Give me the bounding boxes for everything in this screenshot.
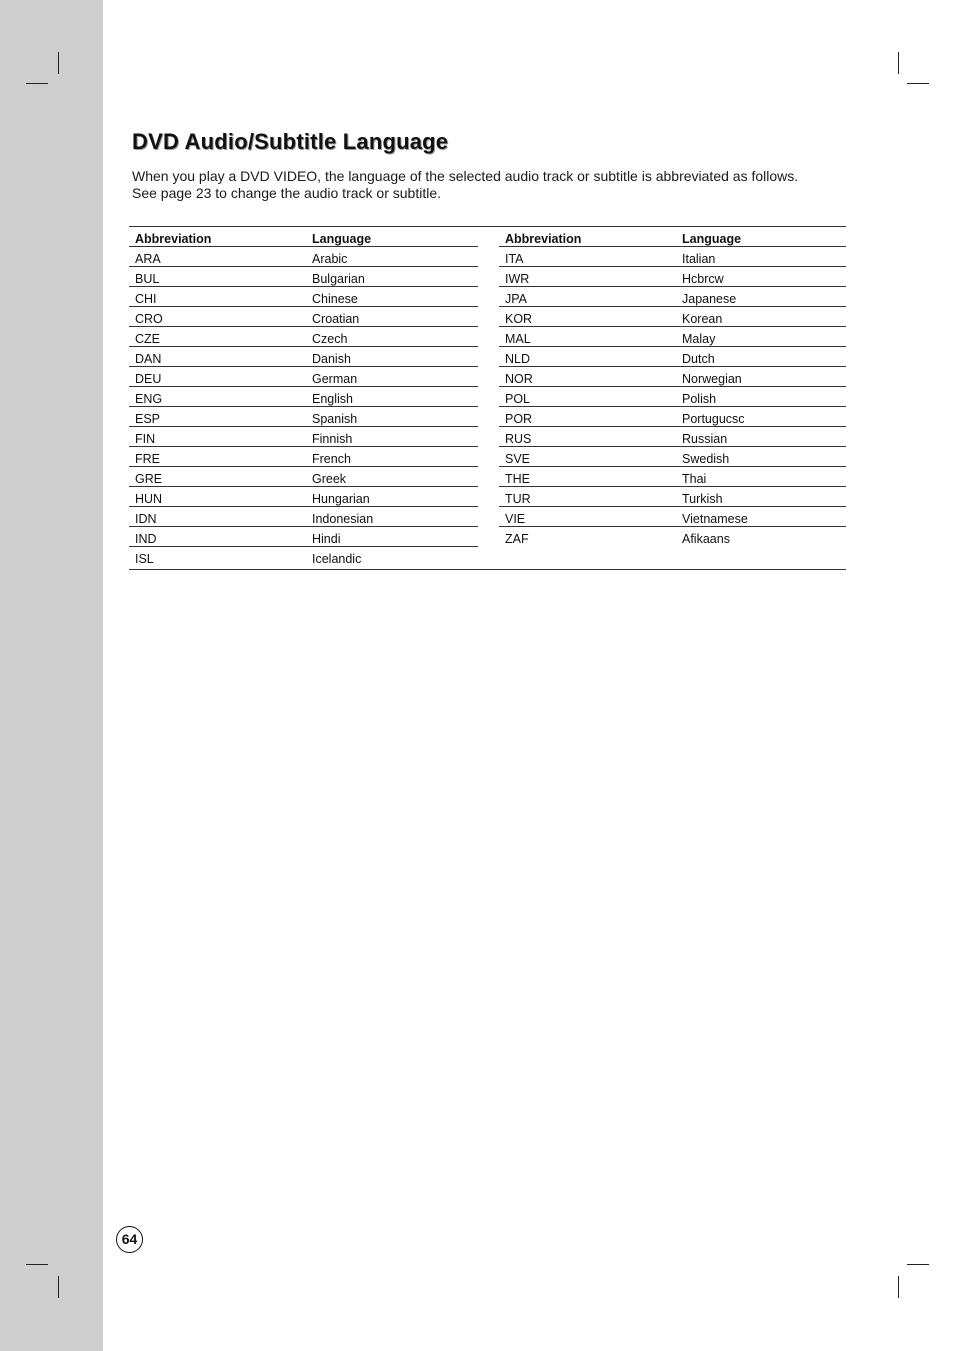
- abbreviation-cell: BUL: [129, 267, 306, 287]
- table-row: [499, 367, 846, 387]
- crop-mark: [26, 83, 48, 84]
- language-table-right: [499, 227, 846, 546]
- language-cell: Korean: [676, 307, 846, 327]
- language-cell: Greek: [306, 467, 478, 487]
- language-cell: German: [306, 367, 478, 387]
- abbreviation-cell: CZE: [129, 327, 306, 347]
- language-cell: Chinese: [306, 287, 478, 307]
- language-cell: Italian: [676, 247, 846, 267]
- intro-line-2: See page 23 to change the audio track or subtitle.: [132, 185, 441, 201]
- table-row: [129, 267, 478, 287]
- language-cell: Russian: [676, 427, 846, 447]
- table-row: [129, 387, 478, 407]
- table-row: [499, 447, 846, 467]
- language-cell: Danish: [306, 347, 478, 367]
- table-row: [499, 427, 846, 447]
- intro-line-1: When you play a DVD VIDEO, the language of the selected audio track or subtitle is abbreviated as follows.: [132, 168, 799, 184]
- abbreviation-cell: TUR: [499, 487, 676, 507]
- abbreviation-cell: NOR: [499, 367, 676, 387]
- language-cell: Czech: [306, 327, 478, 347]
- language-cell: Hindi: [306, 527, 478, 547]
- abbreviation-cell: IDN: [129, 507, 306, 527]
- abbreviation-cell: NLD: [499, 347, 676, 367]
- language-cell: Thai: [676, 467, 846, 487]
- table-header-row: [129, 227, 478, 247]
- table-row: [129, 427, 478, 447]
- table-row: [129, 347, 478, 367]
- language-cell: Finnish: [306, 427, 478, 447]
- table-row: [129, 547, 478, 567]
- abbreviation-cell: POL: [499, 387, 676, 407]
- abbreviation-cell: POR: [499, 407, 676, 427]
- abbreviation-cell: IND: [129, 527, 306, 547]
- language-table-left: [129, 227, 478, 566]
- abbreviation-cell: DEU: [129, 367, 306, 387]
- crop-mark: [58, 52, 59, 74]
- abbreviation-cell: ARA: [129, 247, 306, 267]
- table-row: [499, 307, 846, 327]
- table-row: [499, 327, 846, 347]
- header-abbreviation: Abbreviation: [499, 227, 676, 247]
- language-cell: Polish: [676, 387, 846, 407]
- table-row: [129, 307, 478, 327]
- abbreviation-cell: RUS: [499, 427, 676, 447]
- table-row: [129, 407, 478, 427]
- abbreviation-cell: ENG: [129, 387, 306, 407]
- language-cell: Hungarian: [306, 487, 478, 507]
- abbreviation-cell: IWR: [499, 267, 676, 287]
- crop-mark: [26, 1264, 48, 1265]
- language-cell: Indonesian: [306, 507, 478, 527]
- abbreviation-cell: ISL: [135, 552, 154, 566]
- table-row: [499, 507, 846, 527]
- header-language: Language: [306, 227, 478, 247]
- abbreviation-cell: CHI: [129, 287, 306, 307]
- language-cell: French: [306, 447, 478, 467]
- language-cell: Vietnamese: [676, 507, 846, 527]
- crop-mark: [907, 1264, 929, 1265]
- language-cell: English: [306, 387, 478, 407]
- language-cell: Norwegian: [676, 367, 846, 387]
- language-cell: Turkish: [676, 487, 846, 507]
- language-cell: Japanese: [676, 287, 846, 307]
- abbreviation-cell: SVE: [499, 447, 676, 467]
- table-row: [129, 527, 478, 547]
- abbreviation-cell: HUN: [129, 487, 306, 507]
- table-row: [499, 287, 846, 307]
- abbreviation-cell: VIE: [499, 507, 676, 527]
- table-bottom-rule: [129, 569, 846, 570]
- table-row: [499, 467, 846, 487]
- language-cell: Croatian: [306, 307, 478, 327]
- header-abbreviation: Abbreviation: [129, 227, 306, 247]
- table-row: [499, 267, 846, 287]
- language-cell: Swedish: [676, 447, 846, 467]
- abbreviation-cell: KOR: [499, 307, 676, 327]
- language-cell: Bulgarian: [306, 267, 478, 287]
- table-row: [129, 367, 478, 387]
- table-header-row: [499, 227, 846, 247]
- page-number: 64: [116, 1226, 143, 1253]
- table-row: [129, 287, 478, 307]
- abbreviation-cell: ITA: [499, 247, 676, 267]
- language-cell: Dutch: [676, 347, 846, 367]
- table-row: [129, 447, 478, 467]
- abbreviation-cell: FIN: [129, 427, 306, 447]
- table-row: [129, 327, 478, 347]
- crop-mark: [898, 1276, 899, 1298]
- table-row: [499, 407, 846, 427]
- table-row: [129, 247, 478, 267]
- abbreviation-cell: GRE: [129, 467, 306, 487]
- table-row: [499, 387, 846, 407]
- language-cell: Icelandic: [312, 552, 362, 566]
- header-language: Language: [676, 227, 846, 247]
- abbreviation-cell: THE: [499, 467, 676, 487]
- crop-mark: [58, 1276, 59, 1298]
- side-strip: [0, 0, 103, 1351]
- abbreviation-cell: ZAF: [505, 532, 529, 546]
- language-cell: Malay: [676, 327, 846, 347]
- table-row: [499, 247, 846, 267]
- language-cell: Portugucsc: [676, 407, 846, 427]
- language-cell: Afikaans: [682, 532, 730, 546]
- language-cell: Arabic: [306, 247, 478, 267]
- language-cell: Hcbrcw: [676, 267, 846, 287]
- table-row: [499, 527, 846, 547]
- crop-mark: [898, 52, 899, 74]
- abbreviation-cell: CRO: [129, 307, 306, 327]
- abbreviation-cell: ESP: [129, 407, 306, 427]
- abbreviation-cell: DAN: [129, 347, 306, 367]
- crop-mark: [907, 83, 929, 84]
- page-title: DVD Audio/Subtitle Language: [132, 129, 449, 154]
- table-row: [499, 347, 846, 367]
- table-row: [499, 487, 846, 507]
- abbreviation-cell: MAL: [499, 327, 676, 347]
- language-cell: Spanish: [306, 407, 478, 427]
- table-row: [129, 507, 478, 527]
- abbreviation-cell: FRE: [129, 447, 306, 467]
- table-row: [129, 467, 478, 487]
- intro-text: [132, 168, 844, 202]
- table-row: [129, 487, 478, 507]
- abbreviation-cell: JPA: [499, 287, 676, 307]
